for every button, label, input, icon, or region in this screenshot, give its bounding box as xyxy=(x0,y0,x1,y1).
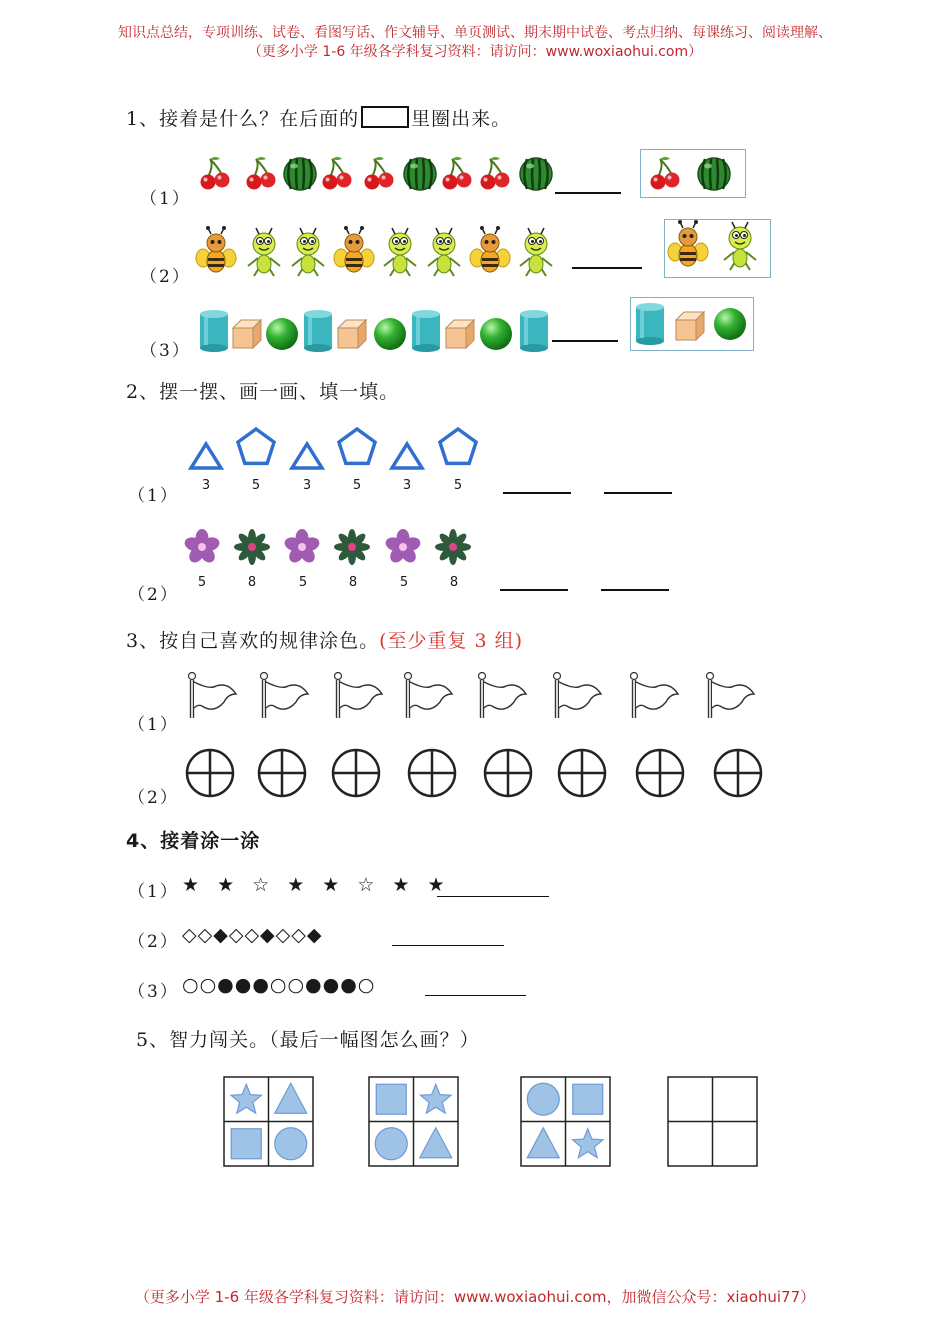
square-icon xyxy=(376,1084,406,1114)
square-icon xyxy=(231,1129,261,1159)
q1-title-post: 里圈出来。 xyxy=(411,108,512,130)
q2-row2-number: 8 xyxy=(449,575,459,590)
q1-row2-label: （2） xyxy=(140,267,191,287)
q2-row2-number: 8 xyxy=(348,575,358,590)
q2-row1-number: 3 xyxy=(201,478,211,493)
q1-row3-label: （3） xyxy=(140,341,191,361)
q5-answer-grid[interactable] xyxy=(668,1077,757,1166)
square-icon xyxy=(573,1084,603,1114)
q2-row2-label: （2） xyxy=(128,585,179,605)
q1-row1-label: （1） xyxy=(140,189,191,209)
header-line-1: 知识点总结，专项训练、试卷、看图写话、作文辅导、单页测试、期末期中试卷、考点归纳、每课练习、阅读理解、 xyxy=(118,25,832,41)
q3-title-note: (至少重复 3 组) xyxy=(379,630,524,652)
q2-row1-number: 5 xyxy=(453,478,463,493)
q2-row1-number: 3 xyxy=(402,478,412,493)
q4-row1-sequence: ★ ★ ☆ ★ ★ ☆ ★ ★ xyxy=(182,874,451,896)
header-line-2: （更多小学 1-6 年级各学科复习资料：请访问：www.woxiaohui.com） xyxy=(247,44,703,60)
q2-row1-number: 5 xyxy=(352,478,362,493)
q2-row1-number: 3 xyxy=(302,478,312,493)
q2-row1-number: 5 xyxy=(251,478,261,493)
footer-text: （更多小学 1-6 年级各学科复习资料：请访问：www.woxiaohui.com，加微信公众号：xiaohui77） xyxy=(134,1288,816,1306)
q5-grid xyxy=(224,1077,313,1166)
q2-row2-number: 5 xyxy=(298,575,308,590)
q4-row3-label: （3） xyxy=(128,982,179,1002)
q2-row2-number: 5 xyxy=(399,575,409,590)
q5-grid xyxy=(369,1077,458,1166)
q5-grid xyxy=(521,1077,610,1166)
circle-icon xyxy=(527,1083,559,1115)
q4-row2-label: （2） xyxy=(128,932,179,952)
q4-row2-sequence: ◇◇◆◇◇◆◇◇◆ xyxy=(182,924,323,946)
q4-row3-sequence: ○○●●●○○●●●○ xyxy=(182,974,376,996)
q2-row1-label: （1） xyxy=(128,486,179,506)
circle-icon xyxy=(275,1128,307,1160)
q4-row1-label: （1） xyxy=(128,882,179,902)
circle-icon xyxy=(375,1128,407,1160)
q3-row1-label: （1） xyxy=(128,715,179,735)
q2-row2-number: 5 xyxy=(197,575,207,590)
q3-title-text: 3、按自己喜欢的规律涂色。 xyxy=(126,630,380,652)
q4-title: 4、接着涂一涂 xyxy=(126,830,261,852)
q3-row2-label: （2） xyxy=(128,788,179,808)
q2-title: 2、摆一摆、画一画、填一填。 xyxy=(126,381,400,403)
q2-row2-number: 8 xyxy=(247,575,257,590)
q5-title: 5、智力闯关。（最后一幅图怎么画？） xyxy=(136,1029,480,1051)
q1-title-pre: 1、接着是什么？在后面的 xyxy=(126,108,360,130)
